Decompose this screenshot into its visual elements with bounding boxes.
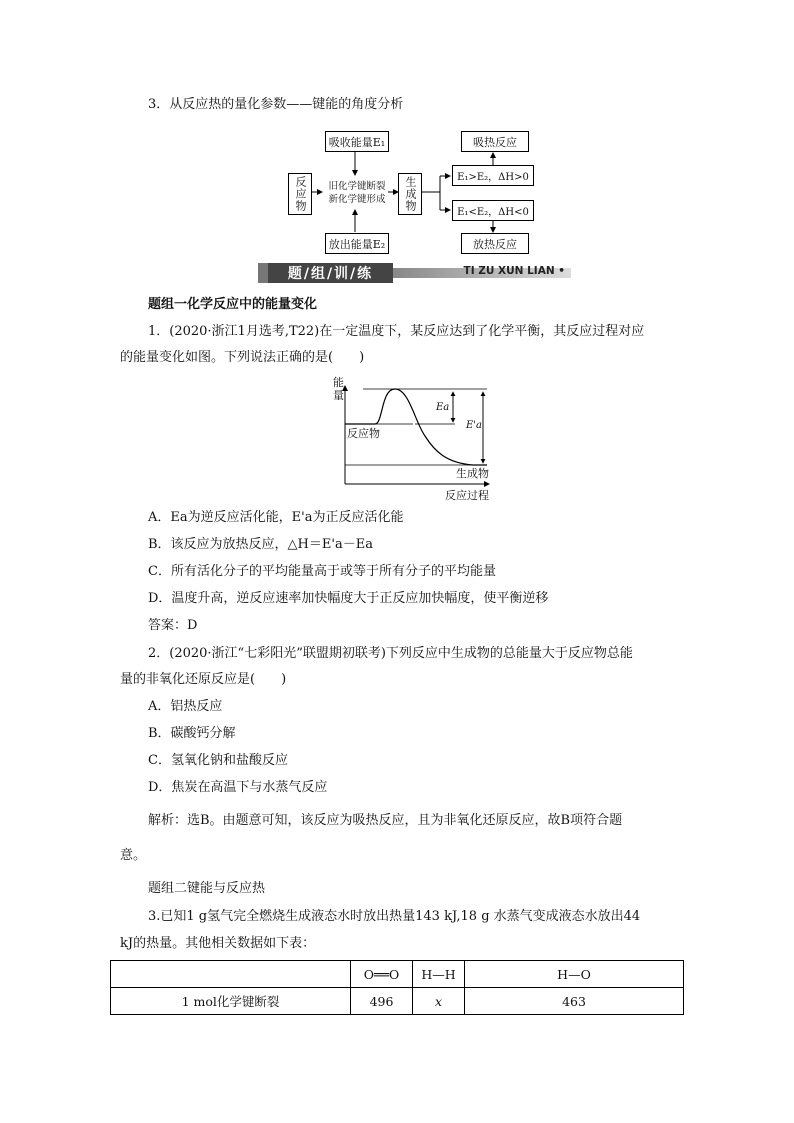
bond-form-label: 新化学键形成 (328, 194, 386, 205)
q2-option-a: A．铝热反应 (148, 699, 223, 714)
endothermic-condition-box: E₁>E₂，ΔH>0 (452, 165, 534, 186)
banner-title: 题/组/训/练 (268, 263, 393, 283)
reactants-box: 反应物 (288, 173, 312, 215)
table-header-cell: H—O (465, 961, 684, 988)
q1-stem-line1: 1．(2020·浙江1月选考,T22)在一定温度下，某反应达到了化学平衡，其反应过程对应 (148, 324, 645, 339)
q2-analysis-line1: 解析：选B。由题意可知，该反应为吸热反应，且为非氧化还原反应，故B项符合题 (148, 813, 623, 828)
chart-ylabel-2: 量 (333, 389, 344, 402)
chart-xlabel: 反应过程 (445, 489, 489, 502)
chart-ylabel (333, 376, 344, 402)
banner-accent (258, 263, 268, 283)
exothermic-box: 放热反应 (461, 233, 529, 254)
bond-energy-table (110, 960, 684, 1015)
banner-pinyin: TI ZU XUN LIAN • (463, 265, 565, 277)
q1-stem-line2: 的能量变化如图。下列说法正确的是( ) (120, 350, 365, 365)
q1-option-c: C．所有活化分子的平均能量高于或等于所有分子的平均能量 (148, 564, 496, 579)
section-title: 3．从反应热的量化参数——键能的角度分析 (148, 97, 404, 112)
release-energy-box: 放出能量E₂ (325, 233, 389, 254)
q3-stem-line2: kJ的热量。其他相关数据如下表： (120, 936, 316, 951)
q2-option-b: B．碳酸钙分解 (148, 726, 236, 741)
exothermic-condition-box: E₁<E₂，ΔH<0 (452, 200, 534, 221)
group2-title: 题组二键能与反应热 (148, 881, 266, 896)
q2-option-c: C．氢氧化钠和盐酸反应 (148, 753, 288, 768)
table-header-row (111, 961, 684, 988)
table-cell: 1 mol化学键断裂 (111, 988, 351, 1015)
q2-analysis-line2: 意。 (120, 848, 147, 863)
q3-stem-line1: 3.已知1 g氢气完全燃烧生成液态水时放出热量143 kJ,18 g 水蒸气变成液态水放出44 (148, 909, 641, 924)
chart-reactants-label: 反应物 (347, 427, 380, 440)
ea-prime-label: E'a (466, 420, 483, 431)
table-cell: x (413, 988, 465, 1015)
q1-option-a: A．Ea为逆反应活化能，E'a为正反应活化能 (148, 510, 404, 525)
chart-products-label: 生成物 (456, 467, 489, 480)
table-header-cell: O══O (351, 961, 413, 988)
q1-answer: 答案：D (148, 618, 198, 633)
q2-stem-line1: 2．(2020·浙江“七彩阳光”联盟期初联考)下列反应中生成物的总能量大于反应物总能 (148, 646, 633, 661)
table-header-cell: H—H (413, 961, 465, 988)
table-cell: 463 (465, 988, 684, 1015)
chart-ylabel-1: 能 (333, 376, 344, 389)
q2-option-d: D．焦炭在高温下与水蒸气反应 (148, 780, 328, 795)
bond-change-text (321, 180, 393, 206)
table-cell: 496 (351, 988, 413, 1015)
group1-title: 题组一化学反应中的能量变化 (148, 297, 318, 312)
q1-option-b: B．该反应为放热反应，△H＝E'a－Ea (148, 537, 373, 552)
q2-stem-line2: 量的非氧化还原反应是( ) (120, 672, 287, 687)
table-row (111, 988, 684, 1015)
q1-option-d: D．温度升高，逆反应速率加快幅度大于正反应加快幅度，使平衡逆移 (148, 591, 549, 606)
practice-banner (258, 263, 573, 283)
endothermic-box: 吸热反应 (461, 131, 529, 152)
table-header-cell (111, 961, 351, 988)
absorb-energy-box: 吸收能量E₁ (325, 131, 389, 152)
bond-break-label: 旧化学键断裂 (328, 181, 386, 192)
ea-label: Ea (436, 402, 450, 413)
products-box: 生成物 (398, 173, 422, 215)
